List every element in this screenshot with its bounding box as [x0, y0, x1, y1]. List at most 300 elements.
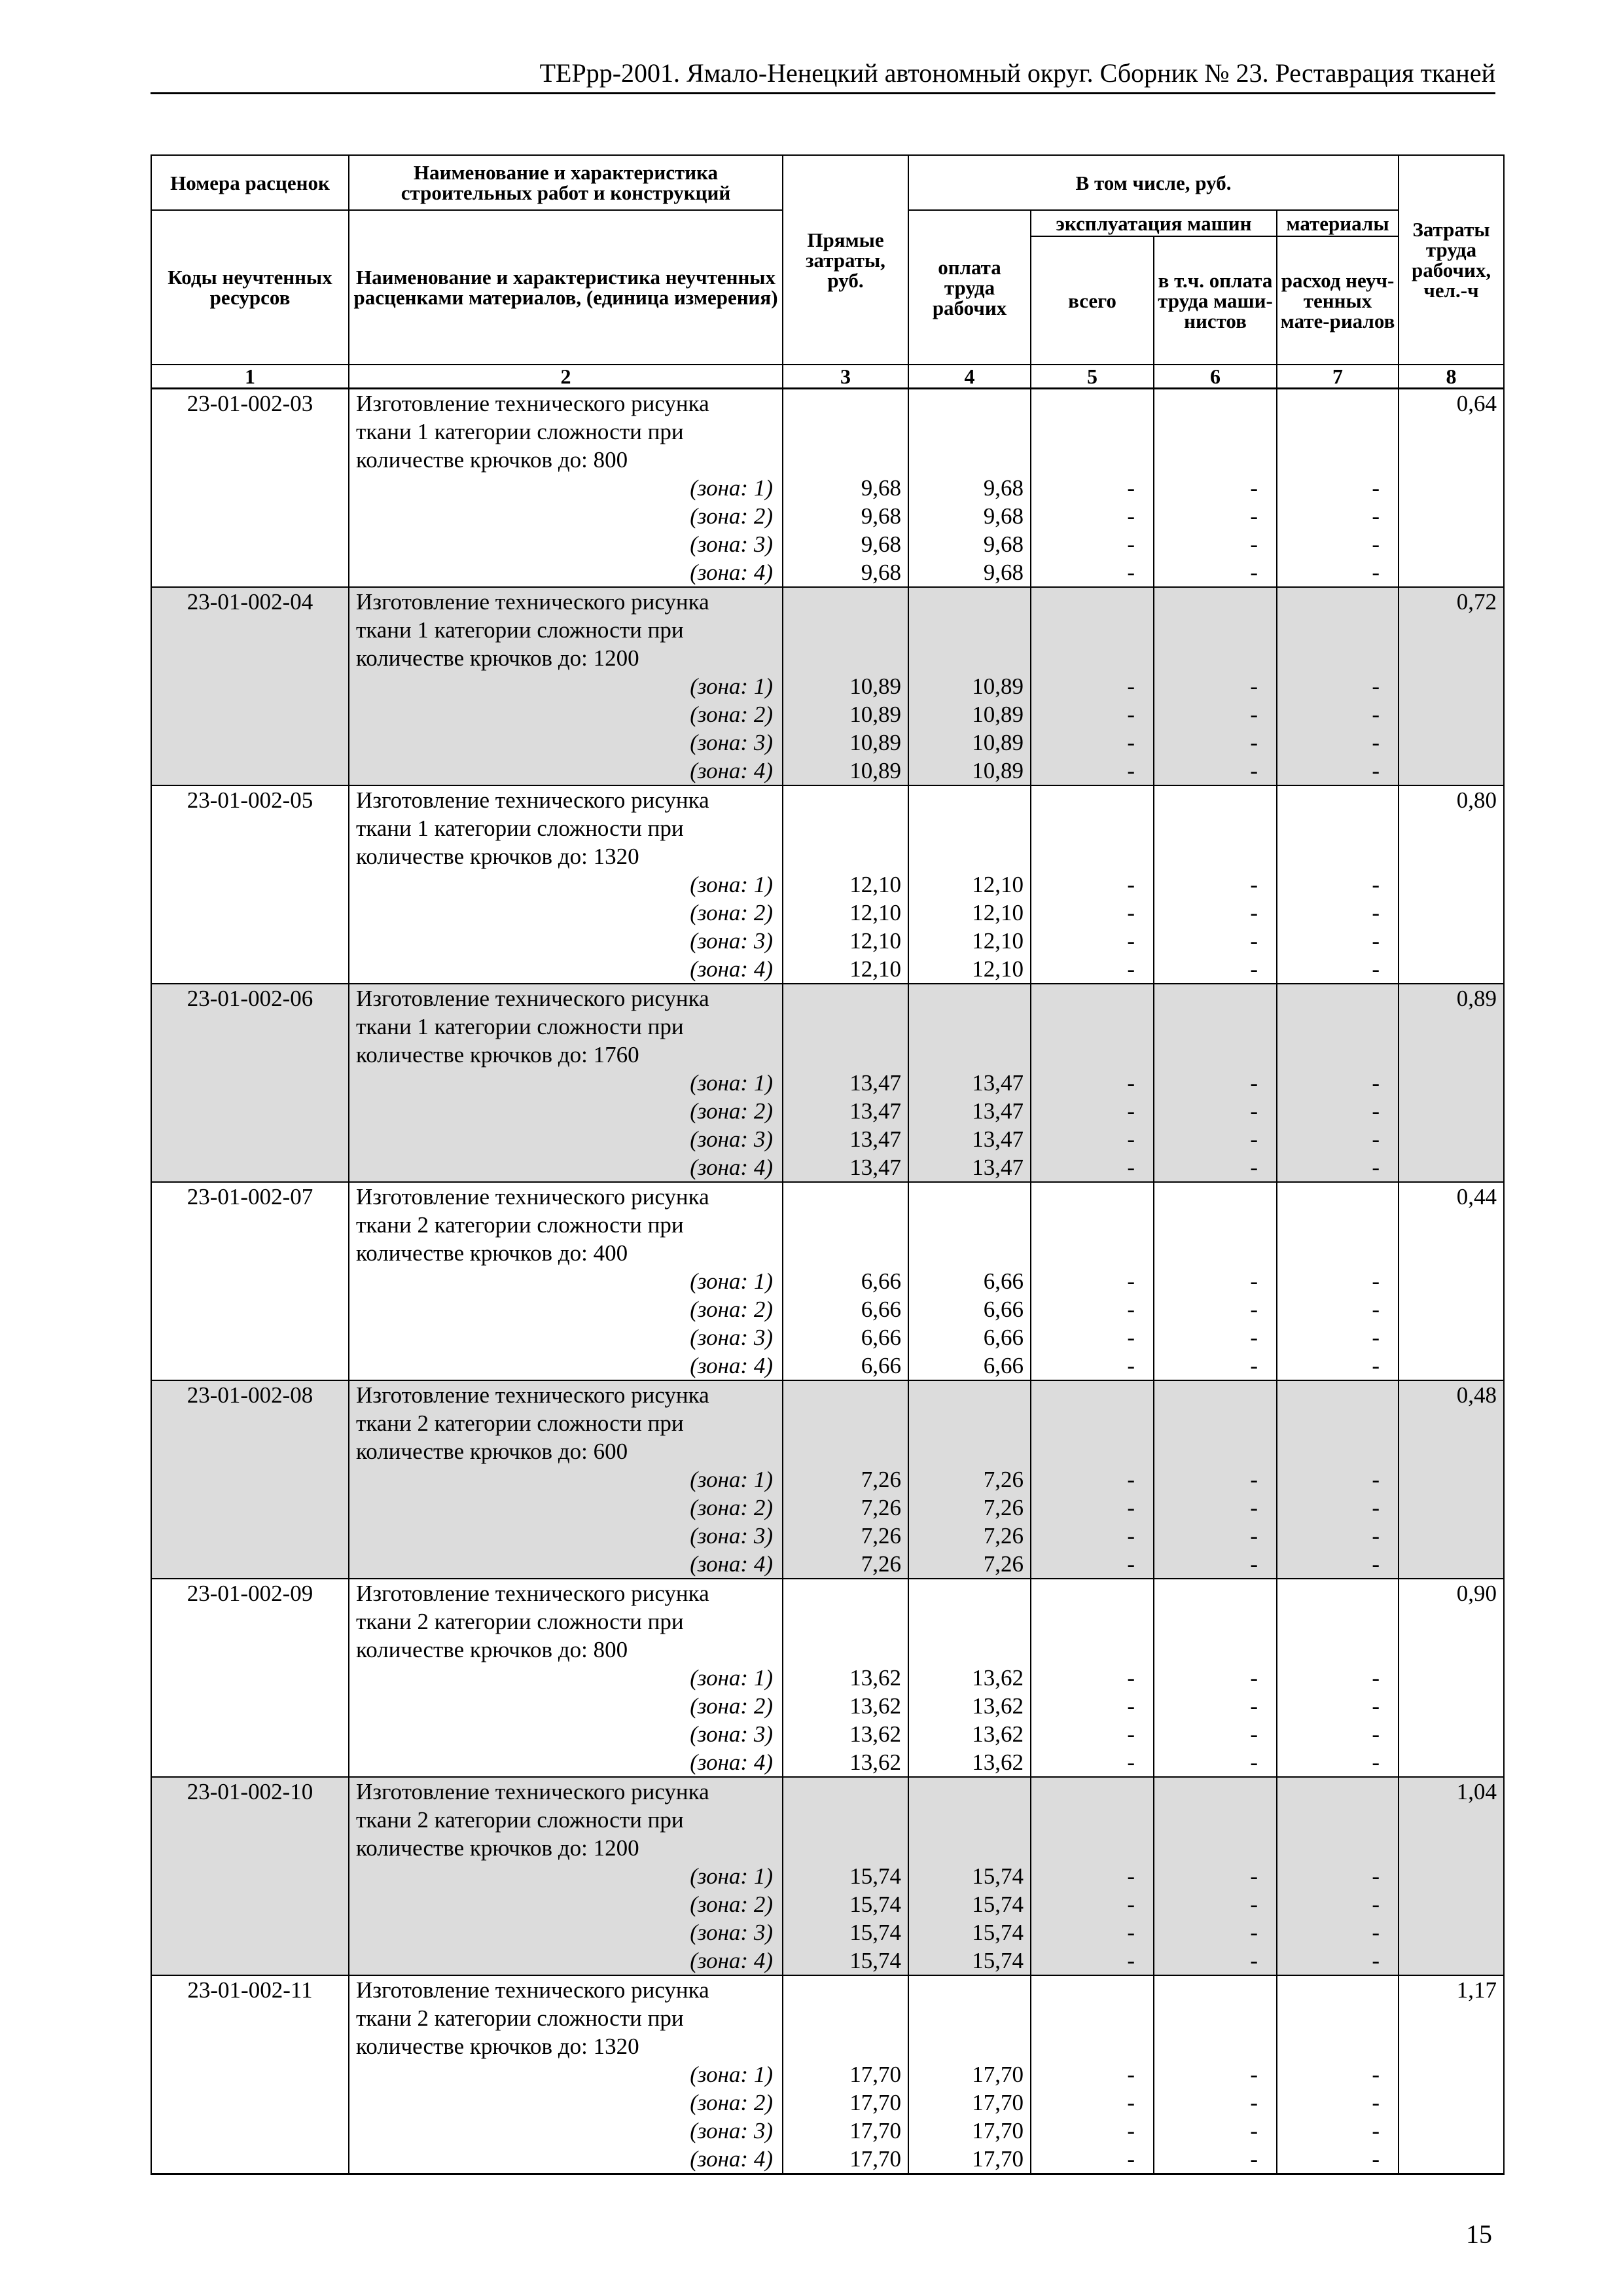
direct-costs-value: 17,70: [783, 2117, 908, 2145]
machines-total-value: -: [1031, 530, 1154, 558]
empty-cell: [908, 1777, 1031, 1806]
zone-label: (зона: 4): [349, 2145, 783, 2174]
direct-costs-value: 6,66: [783, 1295, 908, 1323]
empty-cell: [1399, 2004, 1504, 2032]
machinist-wages-value: -: [1154, 1890, 1277, 1918]
empty-cell: [783, 1409, 908, 1437]
rate-entry: [151, 1182, 1504, 1380]
wages-value: 6,66: [908, 1267, 1031, 1295]
empty-cell: [1031, 644, 1154, 672]
empty-cell: [1399, 1636, 1504, 1664]
zone-row: [151, 1692, 1504, 1720]
machinist-wages-value: -: [1154, 757, 1277, 785]
title-line: [151, 1182, 1504, 1211]
machinist-wages-value: -: [1154, 672, 1277, 700]
header-rate-numbers: Номера расценок: [151, 155, 349, 210]
materials-value: -: [1277, 1720, 1399, 1748]
work-description-line: количестве крючков до: 1320: [349, 842, 783, 870]
zone-row: [151, 728, 1504, 757]
empty-cell: [151, 672, 349, 700]
materials-value: -: [1277, 1862, 1399, 1890]
empty-cell: [151, 1069, 349, 1097]
machinist-wages-value: -: [1154, 1267, 1277, 1295]
direct-costs-value: 13,62: [783, 1748, 908, 1777]
empty-cell: [1277, 2004, 1399, 2032]
empty-cell: [1277, 418, 1399, 446]
wages-value: 15,74: [908, 1918, 1031, 1946]
title-line: [151, 1013, 1504, 1041]
direct-costs-value: 17,70: [783, 2089, 908, 2117]
empty-cell: [1399, 1862, 1504, 1890]
direct-costs-value: 9,68: [783, 474, 908, 502]
zone-label: (зона: 3): [349, 530, 783, 558]
wages-value: 13,47: [908, 1153, 1031, 1182]
empty-cell: [151, 502, 349, 530]
wages-value: 10,89: [908, 728, 1031, 757]
title-line: [151, 1437, 1504, 1465]
empty-cell: [151, 1692, 349, 1720]
column-number: 5: [1031, 365, 1154, 388]
machinist-wages-value: -: [1154, 1664, 1277, 1692]
empty-cell: [1154, 616, 1277, 644]
empty-cell: [908, 814, 1031, 842]
empty-cell: [1399, 530, 1504, 558]
zone-label: (зона: 1): [349, 2060, 783, 2089]
empty-cell: [1031, 1380, 1154, 1409]
empty-cell: [1399, 2089, 1504, 2117]
empty-cell: [1277, 1579, 1399, 1607]
empty-cell: [1399, 1437, 1504, 1465]
empty-cell: [151, 1323, 349, 1352]
zone-row: [151, 1295, 1504, 1323]
empty-cell: [1031, 2004, 1154, 2032]
wages-value: 9,68: [908, 474, 1031, 502]
wages-value: 13,47: [908, 1125, 1031, 1153]
empty-cell: [783, 984, 908, 1013]
wages-value: 13,62: [908, 1720, 1031, 1748]
machinist-wages-value: -: [1154, 1918, 1277, 1946]
machines-total-value: -: [1031, 1494, 1154, 1522]
empty-cell: [1399, 1013, 1504, 1041]
empty-cell: [1154, 446, 1277, 474]
header-machines-total: всего: [1031, 236, 1154, 365]
empty-cell: [151, 2145, 349, 2174]
machines-total-value: -: [1031, 1550, 1154, 1579]
column-number-row: [151, 365, 1504, 388]
materials-value: -: [1277, 474, 1399, 502]
empty-cell: [1031, 842, 1154, 870]
labor-hours: 0,89: [1399, 984, 1504, 1013]
empty-cell: [1277, 587, 1399, 616]
work-description-line: количестве крючков до: 1200: [349, 1834, 783, 1862]
empty-cell: [151, 1352, 349, 1380]
empty-cell: [783, 418, 908, 446]
materials-value: -: [1277, 1550, 1399, 1579]
title-line: [151, 1211, 1504, 1239]
empty-cell: [1154, 1834, 1277, 1862]
wages-value: 12,10: [908, 870, 1031, 899]
rate-code: 23-01-002-07: [151, 1182, 349, 1211]
empty-cell: [1154, 587, 1277, 616]
empty-cell: [1031, 1607, 1154, 1636]
empty-cell: [1399, 955, 1504, 984]
empty-cell: [1399, 1097, 1504, 1125]
zone-row: [151, 1153, 1504, 1182]
wages-value: 10,89: [908, 700, 1031, 728]
direct-costs-value: 13,62: [783, 1692, 908, 1720]
empty-cell: [1277, 644, 1399, 672]
materials-value: -: [1277, 1946, 1399, 1975]
wages-value: 9,68: [908, 530, 1031, 558]
title-line: [151, 1636, 1504, 1664]
empty-cell: [1277, 1607, 1399, 1636]
empty-cell: [1031, 616, 1154, 644]
machinist-wages-value: -: [1154, 2060, 1277, 2089]
work-description-line: Изготовление технического рисунка: [349, 1579, 783, 1607]
materials-value: -: [1277, 530, 1399, 558]
zone-label: (зона: 1): [349, 474, 783, 502]
empty-cell: [1031, 1182, 1154, 1211]
empty-cell: [1399, 2032, 1504, 2060]
empty-cell: [1277, 388, 1399, 418]
empty-cell: [783, 616, 908, 644]
machinist-wages-value: -: [1154, 1748, 1277, 1777]
direct-costs-value: 7,26: [783, 1465, 908, 1494]
machinist-wages-value: -: [1154, 2089, 1277, 2117]
empty-cell: [1277, 1636, 1399, 1664]
empty-cell: [1399, 1267, 1504, 1295]
empty-cell: [1399, 2060, 1504, 2089]
machines-total-value: -: [1031, 1946, 1154, 1975]
empty-cell: [783, 1013, 908, 1041]
machines-total-value: -: [1031, 700, 1154, 728]
direct-costs-value: 13,47: [783, 1097, 908, 1125]
empty-cell: [1031, 2032, 1154, 2060]
empty-cell: [1154, 1975, 1277, 2004]
empty-cell: [1154, 1636, 1277, 1664]
empty-cell: [151, 1494, 349, 1522]
empty-cell: [1277, 1211, 1399, 1239]
machinist-wages-value: -: [1154, 1494, 1277, 1522]
empty-cell: [783, 1777, 908, 1806]
rate-code: 23-01-002-08: [151, 1380, 349, 1409]
zone-row: [151, 1720, 1504, 1748]
empty-cell: [151, 2032, 349, 2060]
materials-value: -: [1277, 1465, 1399, 1494]
zone-row: [151, 1890, 1504, 1918]
zone-row: [151, 1918, 1504, 1946]
empty-cell: [1399, 2117, 1504, 2145]
empty-cell: [151, 1097, 349, 1125]
empty-cell: [1154, 1239, 1277, 1267]
empty-cell: [1399, 1918, 1504, 1946]
materials-value: -: [1277, 1323, 1399, 1352]
empty-cell: [908, 616, 1031, 644]
empty-cell: [151, 1153, 349, 1182]
empty-cell: [1154, 984, 1277, 1013]
machinist-wages-value: -: [1154, 700, 1277, 728]
materials-value: -: [1277, 2145, 1399, 2174]
empty-cell: [1031, 1409, 1154, 1437]
empty-cell: [783, 1579, 908, 1607]
title-line: [151, 785, 1504, 814]
empty-cell: [783, 1636, 908, 1664]
direct-costs-value: 15,74: [783, 1918, 908, 1946]
wages-value: 7,26: [908, 1494, 1031, 1522]
work-description-line: Изготовление технического рисунка: [349, 984, 783, 1013]
machinist-wages-value: -: [1154, 1295, 1277, 1323]
empty-cell: [151, 1664, 349, 1692]
empty-cell: [1031, 1834, 1154, 1862]
materials-value: -: [1277, 1352, 1399, 1380]
zone-row: [151, 1522, 1504, 1550]
rate-entry: [151, 984, 1504, 1182]
rate-code: 23-01-002-10: [151, 1777, 349, 1806]
zone-label: (зона: 2): [349, 2089, 783, 2117]
labor-hours: 0,80: [1399, 785, 1504, 814]
empty-cell: [1399, 672, 1504, 700]
empty-cell: [908, 388, 1031, 418]
empty-cell: [151, 1211, 349, 1239]
zone-row: [151, 2117, 1504, 2145]
empty-cell: [1154, 1182, 1277, 1211]
empty-cell: [151, 1918, 349, 1946]
header-machine-operation: эксплуатация машин: [1031, 210, 1277, 236]
empty-cell: [151, 870, 349, 899]
empty-cell: [1277, 1380, 1399, 1409]
empty-cell: [783, 1041, 908, 1069]
zone-label: (зона: 4): [349, 558, 783, 587]
direct-costs-value: 9,68: [783, 530, 908, 558]
machines-total-value: -: [1031, 927, 1154, 955]
empty-cell: [908, 842, 1031, 870]
machines-total-value: -: [1031, 1323, 1154, 1352]
work-description-line: ткани 2 категории сложности при: [349, 1409, 783, 1437]
empty-cell: [908, 1013, 1031, 1041]
zone-row: [151, 2060, 1504, 2089]
direct-costs-value: 9,68: [783, 502, 908, 530]
empty-cell: [1031, 1211, 1154, 1239]
machines-total-value: -: [1031, 1153, 1154, 1182]
title-line: [151, 2032, 1504, 2060]
title-line: [151, 587, 1504, 616]
zone-row: [151, 2089, 1504, 2117]
wages-value: 12,10: [908, 927, 1031, 955]
wages-value: 17,70: [908, 2117, 1031, 2145]
empty-cell: [908, 785, 1031, 814]
empty-cell: [1031, 1579, 1154, 1607]
rate-code: 23-01-002-05: [151, 785, 349, 814]
direct-costs-value: 6,66: [783, 1352, 908, 1380]
zone-label: (зона: 3): [349, 2117, 783, 2145]
empty-cell: [1399, 474, 1504, 502]
direct-costs-value: 13,47: [783, 1153, 908, 1182]
zone-row: [151, 1352, 1504, 1380]
direct-costs-value: 12,10: [783, 927, 908, 955]
empty-cell: [908, 1041, 1031, 1069]
direct-costs-value: 17,70: [783, 2060, 908, 2089]
empty-cell: [151, 616, 349, 644]
zone-label: (зона: 3): [349, 1323, 783, 1352]
empty-cell: [1031, 1636, 1154, 1664]
work-description-line: Изготовление технического рисунка: [349, 1975, 783, 2004]
work-description-line: ткани 2 категории сложности при: [349, 1211, 783, 1239]
empty-cell: [783, 388, 908, 418]
empty-cell: [151, 899, 349, 927]
zone-label: (зона: 4): [349, 1946, 783, 1975]
empty-cell: [783, 587, 908, 616]
work-description-line: количестве крючков до: 600: [349, 1437, 783, 1465]
work-description-line: Изготовление технического рисунка: [349, 587, 783, 616]
empty-cell: [783, 644, 908, 672]
machinist-wages-value: -: [1154, 2117, 1277, 2145]
machines-total-value: -: [1031, 1295, 1154, 1323]
wages-value: 6,66: [908, 1323, 1031, 1352]
empty-cell: [783, 1975, 908, 2004]
empty-cell: [1154, 2004, 1277, 2032]
header-worker-wages: оплата труда рабочих: [908, 210, 1031, 365]
direct-costs-value: 12,10: [783, 870, 908, 899]
materials-value: -: [1277, 672, 1399, 700]
title-line: [151, 1380, 1504, 1409]
rate-entry: [151, 785, 1504, 984]
rate-entry: [151, 587, 1504, 785]
machinist-wages-value: -: [1154, 1465, 1277, 1494]
empty-cell: [908, 1380, 1031, 1409]
empty-cell: [1399, 1748, 1504, 1777]
empty-cell: [151, 2089, 349, 2117]
empty-cell: [1399, 1550, 1504, 1579]
empty-cell: [1399, 1295, 1504, 1323]
empty-cell: [1399, 728, 1504, 757]
wages-value: 13,47: [908, 1097, 1031, 1125]
wages-value: 17,70: [908, 2060, 1031, 2089]
direct-costs-value: 10,89: [783, 728, 908, 757]
empty-cell: [151, 2060, 349, 2089]
empty-cell: [783, 842, 908, 870]
empty-cell: [783, 1211, 908, 1239]
column-number: 2: [349, 365, 783, 388]
header-material-name: Наименование и характеристика неучтенных расценками материалов, (единица измерения): [349, 210, 783, 365]
empty-cell: [783, 1437, 908, 1465]
zone-row: [151, 1323, 1504, 1352]
empty-cell: [783, 814, 908, 842]
empty-cell: [151, 1239, 349, 1267]
machines-total-value: -: [1031, 1862, 1154, 1890]
empty-cell: [151, 446, 349, 474]
empty-cell: [1399, 2145, 1504, 2174]
empty-cell: [151, 474, 349, 502]
empty-cell: [908, 1182, 1031, 1211]
rates-table: [151, 154, 1505, 2175]
zone-row: [151, 899, 1504, 927]
machines-total-value: -: [1031, 502, 1154, 530]
empty-cell: [1399, 700, 1504, 728]
zone-label: (зона: 1): [349, 1465, 783, 1494]
wages-value: 10,89: [908, 672, 1031, 700]
machines-total-value: -: [1031, 2089, 1154, 2117]
title-line: [151, 1806, 1504, 1834]
title-line: [151, 984, 1504, 1013]
wages-value: 15,74: [908, 1890, 1031, 1918]
empty-cell: [151, 558, 349, 587]
machines-total-value: -: [1031, 1918, 1154, 1946]
machines-total-value: -: [1031, 2145, 1154, 2174]
direct-costs-value: 13,47: [783, 1069, 908, 1097]
materials-value: -: [1277, 1125, 1399, 1153]
zone-label: (зона: 3): [349, 1522, 783, 1550]
direct-costs-value: 17,70: [783, 2145, 908, 2174]
direct-costs-value: 13,62: [783, 1664, 908, 1692]
title-line: [151, 842, 1504, 870]
rate-code: 23-01-002-11: [151, 1975, 349, 2004]
empty-cell: [151, 955, 349, 984]
machines-total-value: -: [1031, 2060, 1154, 2089]
machines-total-value: -: [1031, 1069, 1154, 1097]
header-unaccounted-materials: расход неуч-тенных мате-риалов: [1277, 236, 1399, 365]
empty-cell: [908, 1607, 1031, 1636]
wages-value: 12,10: [908, 899, 1031, 927]
empty-cell: [1399, 616, 1504, 644]
empty-cell: [783, 1806, 908, 1834]
work-description-line: ткани 2 категории сложности при: [349, 2004, 783, 2032]
wages-value: 13,62: [908, 1664, 1031, 1692]
title-line: [151, 616, 1504, 644]
wages-value: 12,10: [908, 955, 1031, 984]
header-labor-costs: Затраты труда рабочих, чел.-ч: [1399, 155, 1504, 365]
wages-value: 7,26: [908, 1550, 1031, 1579]
materials-value: -: [1277, 2117, 1399, 2145]
empty-cell: [908, 1636, 1031, 1664]
title-line: [151, 2004, 1504, 2032]
empty-cell: [1399, 1352, 1504, 1380]
work-description-line: Изготовление технического рисунка: [349, 785, 783, 814]
direct-costs-value: 13,62: [783, 1720, 908, 1748]
empty-cell: [151, 1409, 349, 1437]
machines-total-value: -: [1031, 870, 1154, 899]
title-line: [151, 1409, 1504, 1437]
zone-row: [151, 1097, 1504, 1125]
materials-value: -: [1277, 1918, 1399, 1946]
title-line: [151, 446, 1504, 474]
zone-row: [151, 1125, 1504, 1153]
empty-cell: [1399, 502, 1504, 530]
materials-value: -: [1277, 870, 1399, 899]
work-description-line: ткани 1 категории сложности при: [349, 1013, 783, 1041]
zone-row: [151, 1748, 1504, 1777]
materials-value: -: [1277, 2089, 1399, 2117]
empty-cell: [1399, 899, 1504, 927]
zone-row: [151, 1267, 1504, 1295]
machinist-wages-value: -: [1154, 1069, 1277, 1097]
empty-cell: [1399, 1465, 1504, 1494]
direct-costs-value: 12,10: [783, 955, 908, 984]
title-line: [151, 1777, 1504, 1806]
empty-cell: [1399, 1607, 1504, 1636]
empty-cell: [1031, 1777, 1154, 1806]
zone-row: [151, 502, 1504, 530]
empty-cell: [1277, 1013, 1399, 1041]
machinist-wages-value: -: [1154, 530, 1277, 558]
work-description-line: количестве крючков до: 400: [349, 1239, 783, 1267]
materials-value: -: [1277, 700, 1399, 728]
zone-row: [151, 700, 1504, 728]
empty-cell: [1399, 1806, 1504, 1834]
machinist-wages-value: -: [1154, 1692, 1277, 1720]
empty-cell: [151, 1125, 349, 1153]
title-line: [151, 388, 1504, 418]
empty-cell: [151, 1522, 349, 1550]
